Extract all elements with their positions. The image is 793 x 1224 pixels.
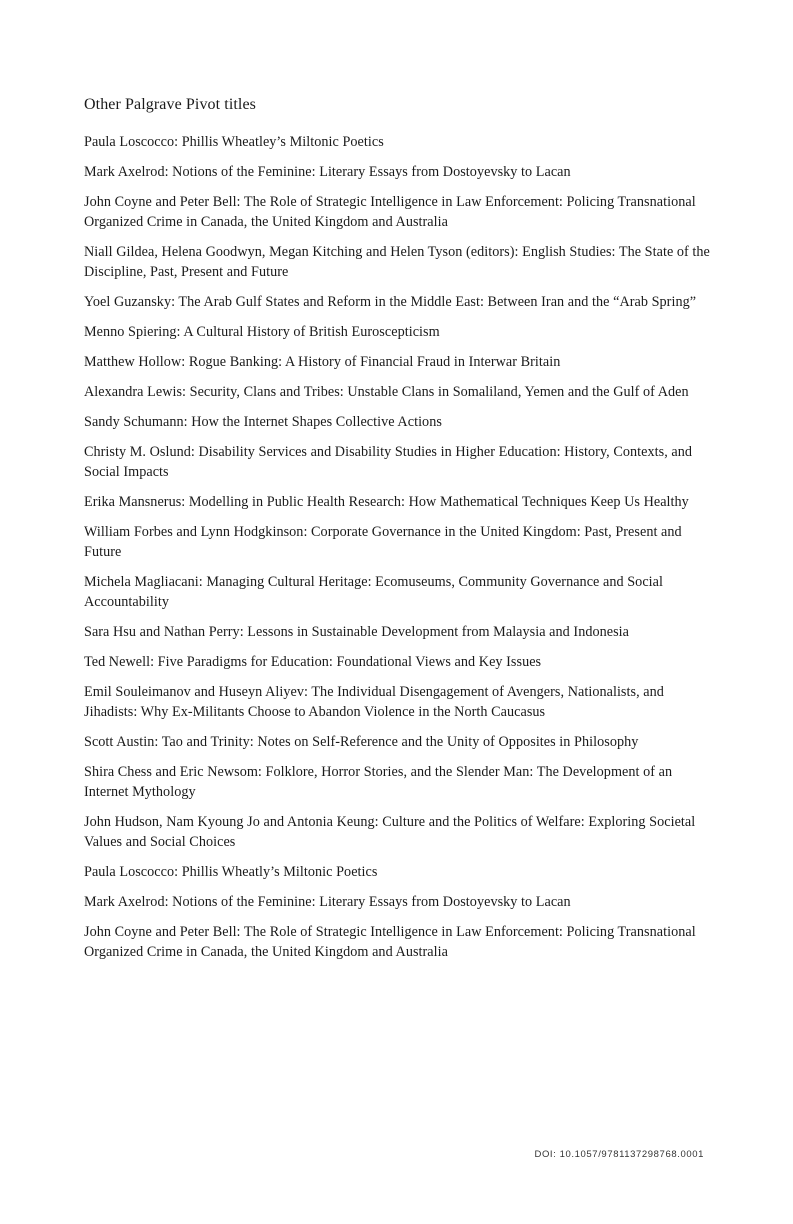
list-item: Christy M. Oslund: Disability Services and Disability Studies in Higher Education: History, Contexts, and Social Impacts <box>84 444 693 480</box>
list-item: Alexandra Lewis: Security, Clans and Tribes: Unstable Clans in Somaliland, Yemen and the Gulf of Aden <box>84 384 689 400</box>
list-item: Ted Newell: Five Paradigms for Education: Foundational Views and Key Issues <box>84 654 542 670</box>
list-item: John Coyne and Peter Bell: The Role of Strategic Intelligence in Law Enforcement: Policing Transnational Organized Crime in Canada, the United Kingdom and Australia <box>84 924 696 960</box>
list-item: Paula Loscocco: Phillis Wheatly’s Miltonic Poetics <box>84 864 378 880</box>
list-item: Mark Axelrod: Notions of the Feminine: Literary Essays from Dostoyevsky to Lacan <box>84 164 571 180</box>
page-title: Other Palgrave Pivot titles <box>84 96 257 113</box>
page-content <box>84 94 712 972</box>
list-item: Sara Hsu and Nathan Perry: Lessons in Sustainable Development from Malaysia and Indonesia <box>84 624 630 640</box>
list-item: Sandy Schumann: How the Internet Shapes Collective Actions <box>84 414 442 430</box>
list-item: Shira Chess and Eric Newsom: Folklore, Horror Stories, and the Slender Man: The Development of an Internet Mythology <box>84 764 673 800</box>
list-item: Scott Austin: Tao and Trinity: Notes on Self-Reference and the Unity of Opposites in Philosophy <box>84 734 639 750</box>
list-item: Erika Mansnerus: Modelling in Public Health Research: How Mathematical Techniques Keep Us Healthy <box>84 494 689 510</box>
list-item: John Coyne and Peter Bell: The Role of Strategic Intelligence in Law Enforcement: Policing Transnational Organized Crime in Canada, the United Kingdom and Australia <box>84 194 696 230</box>
list-item: William Forbes and Lynn Hodgkinson: Corporate Governance in the United Kingdom: Past, Present and Future <box>84 524 682 560</box>
list-item: Yoel Guzansky: The Arab Gulf States and Reform in the Middle East: Between Iran and the “Arab Spring” <box>84 294 697 310</box>
list-item: Emil Souleimanov and Huseyn Aliyev: The Individual Disengagement of Avengers, Nationalists, and Jihadists: Why Ex-Militants Choose to Abandon Violence in the North Caucasus <box>84 684 664 720</box>
list-item: Michela Magliacani: Managing Cultural Heritage: Ecomuseums, Community Governance and Social Accountability <box>84 574 663 610</box>
list-item: Mark Axelrod: Notions of the Feminine: Literary Essays from Dostoyevsky to Lacan <box>84 894 571 910</box>
list-item: Paula Loscocco: Phillis Wheatley’s Miltonic Poetics <box>84 134 384 150</box>
title-list <box>84 132 712 962</box>
list-item: John Hudson, Nam Kyoung Jo and Antonia Keung: Culture and the Politics of Welfare: Exploring Societal Values and Social Choices <box>84 814 696 850</box>
list-item: Menno Spiering: A Cultural History of British Euroscepticism <box>84 324 440 340</box>
doi-footer: DOI: 10.1057/9781137298768.0001 <box>534 1149 704 1160</box>
list-item: Matthew Hollow: Rogue Banking: A History of Financial Fraud in Interwar Britain <box>84 354 561 370</box>
list-item: Niall Gildea, Helena Goodwyn, Megan Kitching and Helen Tyson (editors): English Studies: The State of the Discipline, Past, Present and Future <box>84 244 710 280</box>
